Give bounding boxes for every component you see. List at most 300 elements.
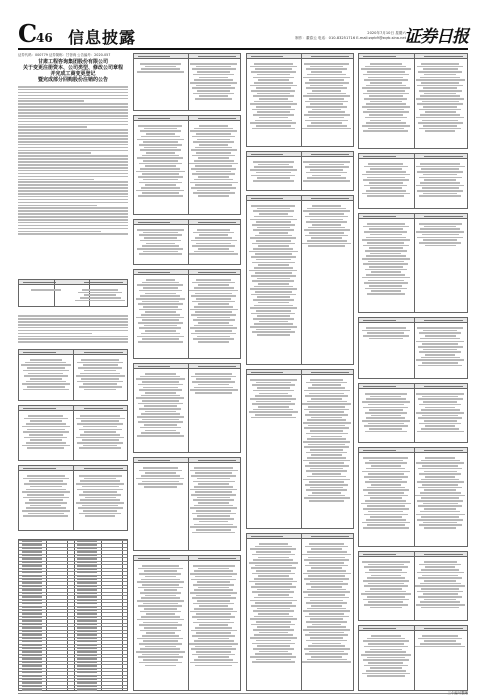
header-cell bbox=[311, 372, 349, 374]
table-cell-text bbox=[77, 565, 97, 566]
table-cell-text bbox=[136, 466, 185, 489]
text-line bbox=[18, 213, 128, 215]
text-line bbox=[18, 173, 128, 175]
header-cell bbox=[311, 536, 349, 538]
table-cell-text bbox=[136, 564, 185, 667]
text-line bbox=[18, 321, 128, 323]
table-cell-text bbox=[22, 634, 42, 635]
header-cell bbox=[198, 460, 236, 462]
table-cell-text bbox=[136, 124, 185, 198]
table-cell-text bbox=[77, 558, 97, 559]
table-cell-text bbox=[22, 613, 42, 614]
table-cell-text bbox=[22, 541, 42, 542]
disclosure-table bbox=[18, 465, 128, 531]
text-line bbox=[18, 98, 128, 100]
text-line bbox=[18, 327, 128, 329]
text-line bbox=[18, 225, 128, 227]
table-cell-text bbox=[21, 474, 71, 518]
table-cell-text bbox=[249, 542, 298, 664]
notice-body-text bbox=[18, 314, 128, 344]
notice-title-line: 关于变更注册资本、公司类型、修改公司章程 bbox=[22, 65, 123, 71]
table-cell-text bbox=[22, 638, 42, 639]
table-cell-text bbox=[77, 613, 97, 614]
table-cell-text bbox=[77, 634, 97, 635]
table-cell-text bbox=[361, 392, 411, 433]
disclosure-table bbox=[133, 363, 241, 453]
table-cell-text bbox=[136, 228, 185, 256]
disclosure-table bbox=[358, 551, 468, 621]
disclosure-table bbox=[358, 53, 468, 149]
table-cell-text bbox=[77, 607, 97, 608]
table-cell-text bbox=[77, 582, 97, 583]
table-cell-text bbox=[77, 586, 97, 587]
table-cell-text bbox=[361, 222, 411, 296]
holdings-table bbox=[18, 539, 128, 691]
table-cell-text bbox=[22, 648, 42, 649]
table-cell-text bbox=[77, 600, 97, 601]
header-cell bbox=[363, 156, 395, 158]
disclosure-table bbox=[246, 53, 354, 147]
date-line: 2020年7月10日 星期六 bbox=[367, 31, 406, 35]
page-number: 46 bbox=[36, 31, 53, 45]
table-cell-text bbox=[77, 541, 97, 542]
disclosure-table bbox=[246, 369, 354, 529]
masthead-meta bbox=[295, 31, 406, 41]
table-cell-text bbox=[361, 634, 411, 678]
table-cell-text bbox=[77, 638, 97, 639]
header-cell bbox=[138, 56, 170, 58]
disclosure-table bbox=[358, 153, 468, 209]
header-cell bbox=[424, 216, 463, 218]
disclosure-table bbox=[358, 447, 468, 547]
text-line bbox=[18, 89, 128, 91]
table-cell-text bbox=[22, 582, 42, 583]
text-line bbox=[18, 228, 128, 230]
text-line bbox=[18, 126, 87, 128]
newspaper-logo: 证券日报 bbox=[404, 27, 468, 47]
masthead-rule bbox=[18, 48, 468, 50]
header-cell bbox=[311, 198, 349, 200]
header-cell bbox=[138, 272, 170, 274]
text-line bbox=[18, 112, 128, 114]
text-line bbox=[18, 135, 128, 137]
table-cell-text bbox=[22, 579, 42, 580]
text-line bbox=[18, 233, 128, 235]
table-cell-text bbox=[75, 358, 125, 391]
section-title: 信息披露 bbox=[68, 28, 137, 47]
table-cell-text bbox=[415, 456, 465, 530]
column-1 bbox=[18, 53, 128, 691]
header-cell bbox=[424, 156, 463, 158]
disclosure-table bbox=[246, 533, 354, 691]
text-line bbox=[18, 150, 128, 152]
text-line bbox=[18, 95, 128, 97]
text-line bbox=[18, 202, 128, 204]
header-cell bbox=[198, 366, 236, 368]
table-cell-text bbox=[22, 658, 42, 659]
table-cell-text bbox=[22, 548, 42, 549]
disclosure-table bbox=[358, 383, 468, 443]
text-line bbox=[18, 187, 128, 189]
header-cell bbox=[198, 118, 236, 120]
table-cell-text bbox=[77, 548, 97, 549]
text-line bbox=[18, 167, 128, 169]
table-cell-text bbox=[249, 378, 298, 419]
table-cell-text bbox=[77, 617, 97, 618]
table-cell-text bbox=[77, 665, 97, 666]
table-cell-text bbox=[136, 278, 185, 344]
disclosure-table bbox=[358, 625, 468, 691]
table-cell-text bbox=[361, 456, 411, 530]
table-cell-text bbox=[22, 662, 42, 663]
table-cell-text bbox=[77, 686, 97, 687]
footer-note: 三个编号整理 bbox=[447, 691, 468, 695]
page-code bbox=[18, 19, 53, 48]
text-line bbox=[18, 170, 128, 172]
masthead bbox=[18, 19, 468, 48]
table-cell-text bbox=[75, 414, 125, 450]
table-cell-text bbox=[22, 586, 42, 587]
table-cell-text bbox=[189, 124, 238, 198]
table-cell-text bbox=[136, 372, 185, 438]
header-cell bbox=[138, 558, 170, 560]
disclosure-table bbox=[358, 317, 468, 379]
notice-title-line: 并完成工商变更登记 bbox=[50, 71, 96, 77]
table-cell-text bbox=[302, 62, 351, 130]
table-cell-text bbox=[22, 603, 42, 604]
table-cell-text bbox=[22, 682, 42, 683]
table-cell-text bbox=[75, 474, 125, 518]
table-cell-text bbox=[249, 160, 298, 183]
table-header bbox=[359, 54, 467, 59]
text-line bbox=[18, 219, 128, 221]
table-cell-text bbox=[22, 627, 42, 628]
table-cell-text bbox=[22, 544, 42, 545]
text-line bbox=[18, 118, 128, 120]
table-cell-text bbox=[77, 589, 97, 590]
disclosure-table bbox=[358, 213, 468, 313]
table-cell-text bbox=[22, 689, 42, 690]
table-cell-text bbox=[22, 576, 42, 577]
table-cell-text bbox=[22, 562, 42, 563]
table-header bbox=[359, 384, 467, 389]
table-cell-text bbox=[77, 648, 97, 649]
table-cell-text bbox=[22, 620, 42, 621]
text-line bbox=[18, 196, 128, 198]
header-cell bbox=[363, 320, 395, 322]
text-line bbox=[18, 121, 128, 123]
table-cell-text bbox=[189, 564, 238, 667]
notice-title-line: 甘肃工程咨询集团股份有限公司 bbox=[37, 59, 108, 65]
header-cell bbox=[198, 558, 236, 560]
table-cell-text bbox=[77, 624, 97, 625]
table-cell-text bbox=[22, 589, 42, 590]
table-cell-text bbox=[361, 560, 411, 609]
table-header bbox=[359, 154, 467, 159]
table-cell-text bbox=[21, 414, 71, 450]
table-header bbox=[359, 552, 467, 557]
header-cell bbox=[363, 628, 395, 630]
disclosure-table bbox=[133, 269, 241, 359]
text-line bbox=[18, 103, 128, 105]
table-cell-text bbox=[415, 560, 465, 609]
text-line bbox=[18, 181, 128, 183]
table-cell-text bbox=[77, 662, 97, 663]
table-cell-text bbox=[77, 689, 97, 690]
table-cell-text bbox=[77, 679, 97, 680]
text-line bbox=[18, 179, 94, 181]
text-line bbox=[18, 138, 128, 140]
text-line bbox=[18, 158, 128, 160]
table-header bbox=[359, 214, 467, 219]
table-cell-text bbox=[77, 620, 97, 621]
notice-body-text bbox=[18, 86, 128, 236]
table-cell-text bbox=[22, 569, 42, 570]
table-cell-text bbox=[77, 669, 97, 670]
header-cell bbox=[84, 352, 123, 354]
table-cell-text bbox=[22, 555, 42, 556]
table-cell-text bbox=[415, 162, 465, 198]
table-cell-text bbox=[22, 600, 42, 601]
header-cell bbox=[23, 352, 55, 354]
table-header bbox=[359, 626, 467, 631]
header-cell bbox=[311, 154, 349, 156]
table-cell-text bbox=[77, 593, 97, 594]
text-line bbox=[18, 330, 128, 332]
header-cell bbox=[138, 118, 170, 120]
table-cell-text bbox=[77, 576, 97, 577]
table-header bbox=[134, 220, 240, 225]
header-cell bbox=[23, 282, 55, 284]
table-cell-text bbox=[22, 572, 42, 573]
table-header bbox=[134, 270, 240, 275]
header-cell bbox=[84, 468, 123, 470]
table-cell-text bbox=[22, 672, 42, 673]
table-cell-text bbox=[77, 596, 97, 597]
header-cell bbox=[311, 56, 349, 58]
text-line bbox=[18, 336, 128, 338]
table-cell-text bbox=[22, 565, 42, 566]
contact-line: 制作：董春云 电话：010-83251716 E-mail:zqrb9@zqrb.sina.net bbox=[295, 36, 406, 40]
table-cell-text bbox=[77, 579, 97, 580]
column-3 bbox=[246, 53, 354, 691]
table-cell-text bbox=[22, 645, 42, 646]
table-header bbox=[134, 116, 240, 121]
table-cell-text bbox=[22, 676, 42, 677]
text-line bbox=[18, 92, 128, 94]
page-letter: C bbox=[18, 19, 38, 48]
table-cell-text bbox=[77, 610, 97, 611]
table-cell-text bbox=[22, 651, 42, 652]
table-cell-text bbox=[22, 596, 42, 597]
header-cell bbox=[363, 386, 395, 388]
table-cell-text bbox=[302, 542, 351, 664]
table-cell-text bbox=[415, 222, 465, 247]
table-cell-text bbox=[77, 603, 97, 604]
table-cell-text bbox=[75, 288, 125, 303]
table-cell-text bbox=[249, 204, 298, 337]
table-cell-text bbox=[77, 645, 97, 646]
header-cell bbox=[138, 366, 170, 368]
header-cell bbox=[138, 460, 170, 462]
text-line bbox=[18, 100, 84, 102]
header-cell bbox=[198, 56, 236, 58]
table-cell-text bbox=[21, 358, 71, 391]
text-line bbox=[18, 205, 97, 207]
table-cell-text bbox=[22, 607, 42, 608]
text-line bbox=[18, 86, 128, 88]
header-cell bbox=[424, 320, 463, 322]
table-cell-text bbox=[77, 655, 97, 656]
text-line bbox=[18, 152, 91, 154]
text-line bbox=[18, 115, 128, 117]
table-cell-text bbox=[249, 62, 298, 130]
disclosure-table bbox=[18, 349, 128, 401]
table-cell-text bbox=[361, 326, 411, 341]
text-line bbox=[18, 333, 92, 335]
text-line bbox=[18, 161, 128, 163]
table-cell-text bbox=[415, 392, 465, 433]
header-cell bbox=[251, 198, 283, 200]
header-cell bbox=[198, 222, 236, 224]
table-header bbox=[247, 196, 353, 201]
header-cell bbox=[251, 154, 283, 156]
page-bottom-rule bbox=[18, 693, 468, 694]
header-cell bbox=[251, 372, 283, 374]
table-cell-text bbox=[22, 593, 42, 594]
disclosure-table bbox=[133, 555, 241, 691]
table-cell-text bbox=[22, 610, 42, 611]
table-header bbox=[134, 364, 240, 369]
table-cell-text bbox=[361, 62, 411, 133]
table-cell-text bbox=[22, 655, 42, 656]
table-cell-text bbox=[22, 558, 42, 559]
disclosure-table bbox=[133, 53, 241, 111]
table-cell-text bbox=[415, 634, 465, 649]
table-cell-text bbox=[361, 162, 411, 198]
table-cell-text bbox=[302, 160, 351, 183]
table-cell-text bbox=[77, 562, 97, 563]
table-cell-text bbox=[77, 631, 97, 632]
table-header bbox=[134, 556, 240, 561]
table-header bbox=[134, 458, 240, 463]
table-cell-text bbox=[189, 466, 238, 534]
table-cell-text bbox=[21, 288, 71, 292]
text-line bbox=[18, 318, 128, 320]
table-header bbox=[359, 318, 467, 323]
text-line bbox=[18, 129, 128, 131]
table-cell-text bbox=[189, 228, 238, 256]
table-cell-text bbox=[415, 326, 465, 367]
header-cell bbox=[424, 56, 463, 58]
table-cell-text bbox=[22, 631, 42, 632]
header-cell bbox=[138, 222, 170, 224]
text-line bbox=[18, 207, 128, 209]
header-cell bbox=[23, 468, 55, 470]
text-line bbox=[18, 141, 128, 143]
column-2 bbox=[133, 53, 241, 691]
table-cell-text bbox=[189, 372, 238, 395]
table-header bbox=[247, 370, 353, 375]
table-cell-text bbox=[77, 544, 97, 545]
table-header bbox=[19, 280, 127, 285]
table-cell-text bbox=[189, 278, 238, 344]
share-table bbox=[18, 279, 128, 307]
disclosure-table bbox=[133, 219, 241, 265]
header-cell bbox=[198, 272, 236, 274]
table-cell-text bbox=[302, 378, 351, 503]
header-cell bbox=[84, 282, 123, 284]
disclosure-table bbox=[18, 405, 128, 461]
text-line bbox=[18, 124, 128, 126]
text-line bbox=[18, 222, 128, 224]
disclosure-table bbox=[133, 115, 241, 215]
table-cell-text bbox=[77, 641, 97, 642]
text-line bbox=[18, 147, 128, 149]
text-line bbox=[18, 324, 128, 326]
text-line bbox=[18, 132, 128, 134]
table-cell-text bbox=[22, 617, 42, 618]
table-header bbox=[134, 54, 240, 59]
text-line bbox=[18, 164, 128, 166]
header-cell bbox=[84, 408, 123, 410]
header-cell bbox=[363, 554, 395, 556]
table-cell-text bbox=[136, 62, 185, 74]
table-cell-text bbox=[77, 627, 97, 628]
disclosure-table bbox=[246, 195, 354, 365]
header-cell bbox=[251, 56, 283, 58]
text-line bbox=[18, 231, 101, 233]
table-cell-text bbox=[77, 682, 97, 683]
table-cell-text bbox=[77, 676, 97, 677]
table-cell-text bbox=[77, 651, 97, 652]
text-line bbox=[18, 184, 128, 186]
text-line bbox=[18, 176, 128, 178]
text-line bbox=[18, 193, 128, 195]
header-cell bbox=[363, 216, 395, 218]
header-cell bbox=[363, 450, 395, 452]
table-cell-text bbox=[77, 672, 97, 673]
text-line bbox=[18, 315, 128, 317]
table-cell-text bbox=[77, 555, 97, 556]
text-line bbox=[18, 155, 128, 157]
text-line bbox=[18, 144, 128, 146]
table-header bbox=[247, 152, 353, 157]
table-cell-text bbox=[22, 669, 42, 670]
text-line bbox=[18, 341, 128, 343]
table-header bbox=[359, 448, 467, 453]
table-cell-text bbox=[415, 62, 465, 133]
notice-code-line: 证券代码：000779 证券简称：甘咨询 公告编号：2020-057 bbox=[18, 53, 111, 57]
header-cell bbox=[23, 408, 55, 410]
header-cell bbox=[424, 628, 463, 630]
text-line bbox=[18, 109, 128, 111]
disclosure-table bbox=[246, 151, 354, 191]
table-cell-text bbox=[189, 62, 238, 101]
table-cell-text bbox=[22, 551, 42, 552]
text-line bbox=[18, 338, 128, 340]
header-cell bbox=[424, 450, 463, 452]
table-cell-text bbox=[22, 624, 42, 625]
table-cell-text bbox=[22, 641, 42, 642]
table-header bbox=[247, 54, 353, 59]
text-line bbox=[18, 190, 128, 192]
notice-title bbox=[18, 59, 128, 83]
table-cell-text bbox=[77, 569, 97, 570]
text-line bbox=[18, 216, 128, 218]
header-cell bbox=[251, 536, 283, 538]
table-header bbox=[247, 534, 353, 539]
